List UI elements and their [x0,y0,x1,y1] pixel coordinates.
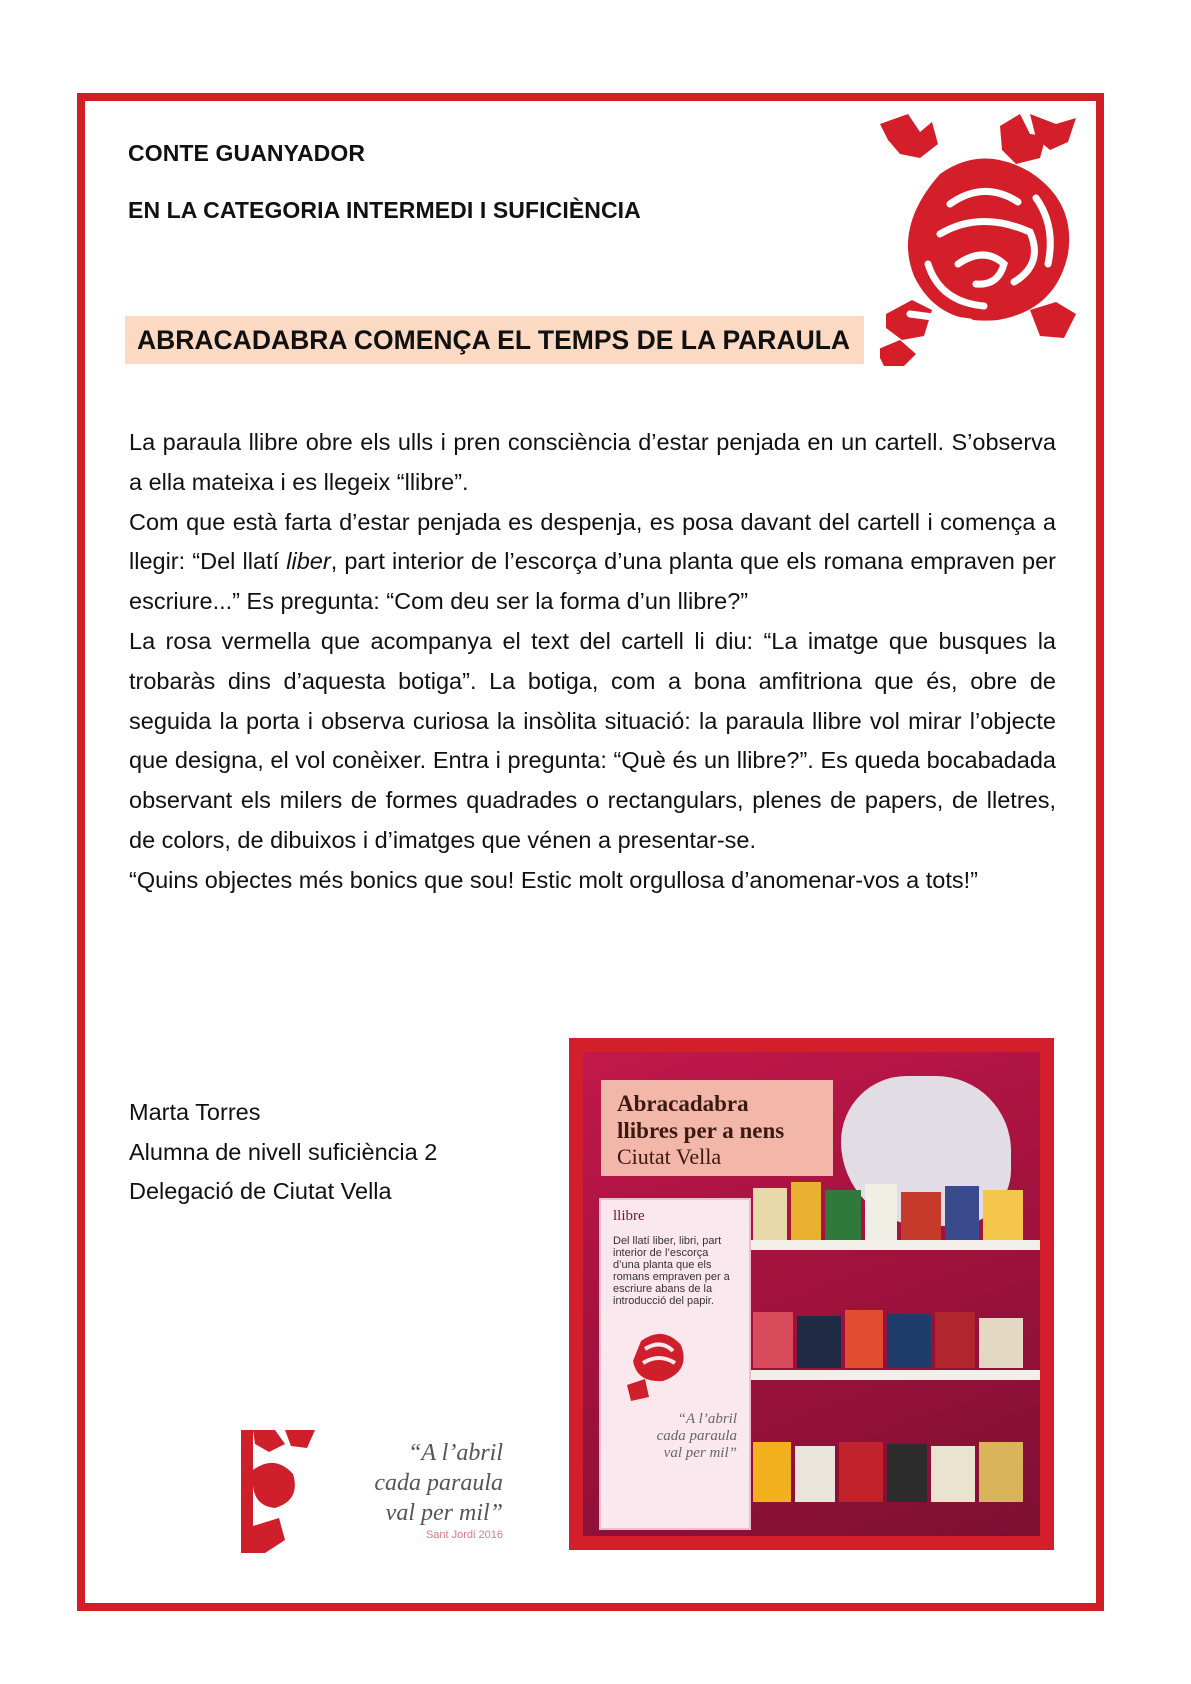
card-quote-line-1: “A l’abril [677,1411,737,1427]
story-title: ABRACADABRA COMENÇA EL TEMPS DE LA PARAULA [125,316,864,364]
sign-line-2: llibres per a nens [617,1118,785,1143]
latin-word: liber [286,548,331,575]
sign-line-1: Abracadabra [617,1091,749,1116]
card-quote-line-2: cada paraula [656,1428,737,1444]
story-paragraph-2a: Com que està farta d’estar penjada es despenja, es posa davant del cartell i comença a llegir: “Del llatí [129,508,1056,575]
poster-quote-line-2: cada paraula [374,1470,503,1496]
poster-quote-line-3: val per mil” [385,1500,503,1526]
poster-rose-icon [245,1430,325,1553]
story-paragraph-3: La rosa vermella que acompanya el text del cartell li diu: “La imatge que busques la trobaràs dins d’aquesta botiga”. La botiga, com a bona amfitriona que és, obre de seguida la porta i observa curiosa la insòlita situació: la paraula llibre vol mirar l’objecte que designa, el vol conèixer. Entra i pregunta: “Què és un llibre?”. Es queda bocabadada observant els milers de formes quadrades o rectangulars, plenes de papers, de lletres, de colors, de dibuixos i d’imatges que vénen a presentar-se. [129,627,1056,853]
poster-quote-line-1: “A l’abril [408,1440,503,1466]
author-name: Marta Torres [129,1099,261,1125]
story-paragraph-2b: , part interior de l’escorça d’una planta que els romana empraven per escriure...” Es pregunta: “Com deu ser la forma d’un llibre?” [129,548,1056,615]
card-quote-line-3: val per mil” [663,1445,737,1461]
author-level: Alumna de nivell suficiència 2 [129,1138,438,1165]
rose-icon [880,114,1085,366]
story-paragraph-4: “Quins objectes més bonics que sou! Estic molt orgullosa d’anomenar-vos a tots!” [129,866,979,893]
story-body [129,423,1056,901]
sant-jordi-poster [241,1430,523,1553]
bookshop-photo [569,1038,1054,1550]
shelf [743,1240,1040,1250]
author-block [129,1093,437,1212]
story-paragraph-1: La paraula llibre obre els ulls i pren consciència d’estar penjada en un cartell. S’observa a ella mateixa i es llegeix “llibre”. [129,429,1056,495]
shop-sign [601,1080,833,1176]
book-row [753,1442,1023,1502]
card-quote [613,1411,737,1462]
card-word: llibre [613,1208,645,1224]
story-paragraph-2 [129,503,1056,622]
poster-event: Sant Jordi 2016 [425,1529,503,1541]
header-line-2: EN LA CATEGORIA INTERMEDI I SUFICIÈNCIA [128,197,641,223]
shelf [743,1370,1040,1380]
sign-line-3: Ciutat Vella [617,1144,722,1169]
photo-content [583,1052,1040,1536]
definition-card [599,1198,751,1530]
header-line-1: CONTE GUANYADOR [128,140,366,166]
book-row [753,1308,1023,1368]
book-row [753,1180,1023,1240]
card-definition: Del llatí liber, libri, part interior de l’escorça d’una planta que els romans empraven per a escriure abans de la introducció del papir. [613,1235,730,1307]
author-delegation: Delegació de Ciutat Vella [129,1178,392,1204]
card-rose-icon [623,1321,693,1401]
